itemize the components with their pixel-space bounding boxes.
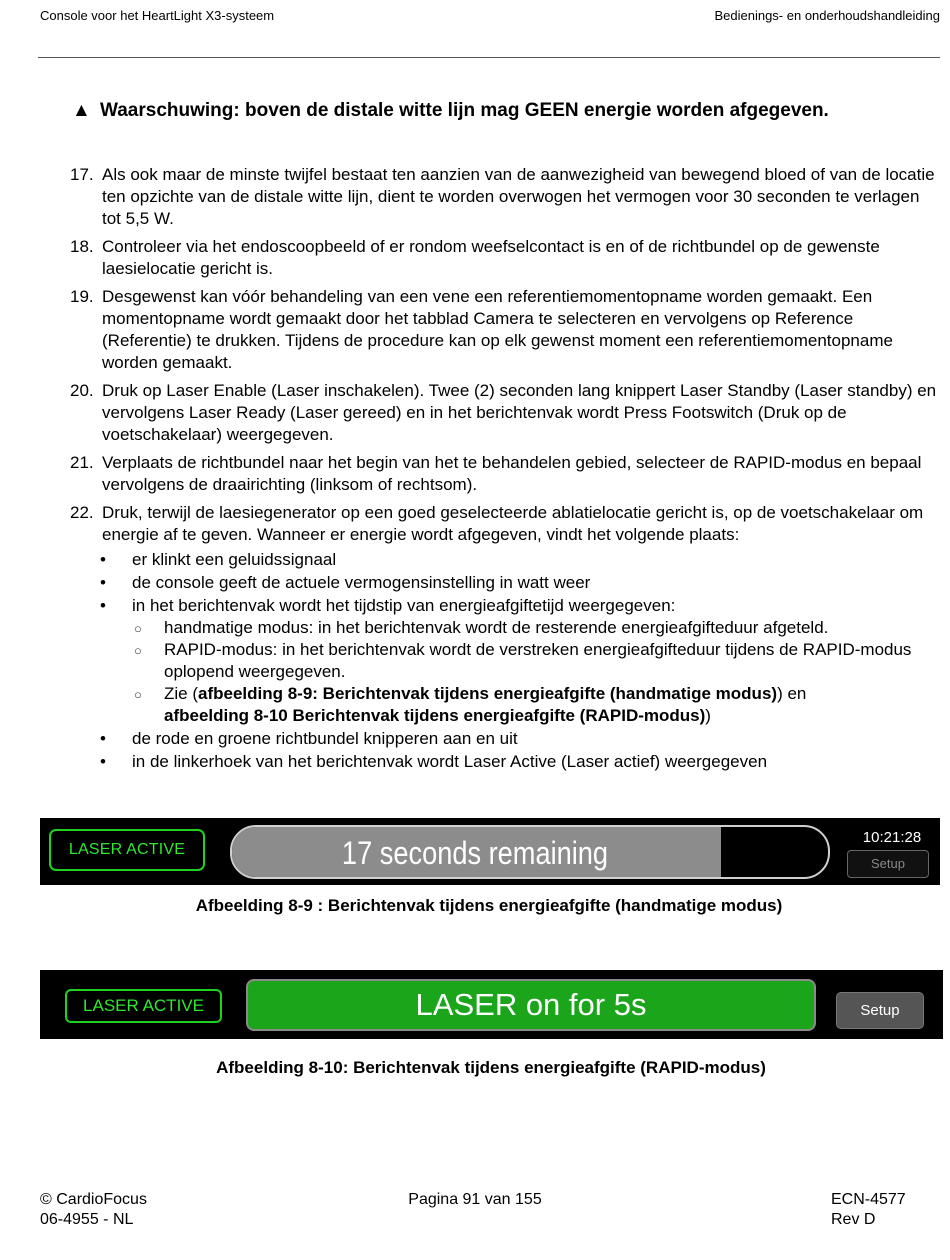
bullet-item: • in het berichtenvak wordt het tijdstip van energieafgiftetijd weergegeven: [100,596,676,615]
step-number: 17. [70,165,94,184]
bullet-item: • er klinkt een geluidssignaal [100,550,337,569]
circle-bullet-icon: ○ [134,687,142,702]
laser-active-indicator: LASER ACTIVE [49,829,205,871]
circle-bullet-icon: ○ [134,643,142,658]
footer-right [831,1190,906,1230]
bullet-icon: • [100,550,106,569]
sub-bullet-item: ○ RAPID-modus: in het berichtenvak wordt de verstreken energieafgifteduur tijdens de RAPID-modus oplopend weergegeven. [134,640,912,681]
step-text: Druk op Laser Enable (Laser inschakelen). Twee (2) seconden lang knippert Laser Standby (Laser standby) en vervolgens Laser Ready (Laser gereed) en in het berichtenvak wordt Press Footswitch (Druk op de voetschakelaar) weergegeven. [102,381,937,444]
bullet-item: • in de linkerhoek van het berichtenvak wordt Laser Active (Laser actief) weergegeven [100,752,768,771]
step-text: Druk, terwijl de laesiegenerator op een goed geselecteerde ablatielocatie gericht is, op de voetschakelaar om energie af te geven. Wanneer er energie wordt afgegeven, vindt het volgende plaats: [102,503,924,544]
circle-bullet-icon: ○ [134,621,142,636]
warning-text: Waarschuwing: boven de distale witte lijn mag GEEN energie worden afgegeven. [100,100,829,121]
bullet-icon: • [100,752,106,771]
figure-caption: Afbeelding 8-10: Berichtenvak tijdens energieafgifte (RAPID-modus) [216,1058,766,1077]
bullet-item: • de console geeft de actuele vermogensinstelling in watt weer [100,573,591,592]
countdown-message-bar [230,825,830,879]
step-22 [70,502,940,773]
warning-heading [72,100,829,122]
clock-display: 10:21:28 [862,829,922,846]
step-text: Als ook maar de minste twijfel bestaat ten aanzien van de aanwezigheid van bewegend bloed of van de locatie ten opzichte van de distale witte lijn, dient te worden overwogen het vermogen voor 30 seconden te verlagen tot 5,5 W. [102,165,935,228]
step-text: Verplaats de richtbundel naar het begin van het te behandelen gebied, selecteer de RAPID-modus en bepaal vervolgens de draairichting (linksom of rechtsom). [102,453,922,494]
step-21 [70,452,940,496]
step-19 [70,286,940,374]
bullet-icon: • [100,573,106,592]
bullet-icon: • [100,729,106,748]
setup-button[interactable]: Setup [847,850,929,878]
figure-reference-link[interactable]: afbeelding 8-10 Berichtenvak tijdens energieafgifte (RAPID-modus) [164,706,706,725]
revision: Rev D [831,1211,876,1228]
document-number: 06-4955 - NL [40,1211,134,1228]
figure-reference-link[interactable]: afbeelding 8-9: Berichtenvak tijdens energieafgifte (handmatige modus) [198,684,778,703]
sub-bullet-item: ○ handmatige modus: in het berichtenvak wordt de resterende energieafgifteduur afgeteld. [70,617,940,639]
header-divider [38,57,940,58]
step-number: 20. [70,381,94,400]
header-document-title: Console voor het HeartLight X3-systeem [40,8,275,23]
ecn-number: ECN-4577 [831,1191,906,1208]
copyright-text: © CardioFocus [40,1191,147,1208]
countdown-message-text: 17 seconds remaining [341,835,609,871]
message-box-rapid-mode [40,970,943,1039]
step-17 [70,164,940,230]
header-manual-title: Bedienings- en onderhoudshandleiding [714,8,940,23]
setup-button[interactable]: Setup [836,992,924,1029]
step-18 [70,236,940,280]
bullet-item: • de rode en groene richtbundel knipperen aan en uit [100,729,518,748]
laser-active-indicator: LASER ACTIVE [65,989,222,1023]
sub-bullet-item: ○ Zie (afbeelding 8-9: Berichtenvak tijdens energieafgifte (handmatige modus)) en afbeelding 8-10 Berichtenvak tijdens energieafgifte (RAPID-modus)) [134,684,807,725]
step-number: 19. [70,287,94,306]
bullet-icon: • [100,596,106,615]
page-number: Pagina 91 van 155 [408,1191,542,1208]
step-number: 21. [70,453,94,472]
figure-caption: Afbeelding 8-9 : Berichtenvak tijdens energieafgifte (handmatige modus) [195,896,783,915]
warning-triangle-icon: ▲ [72,100,91,121]
step-20 [70,380,940,446]
step-text: Desgewenst kan vóór behandeling van een vene een referentiemomentopname worden gemaakt. Een momentopname wordt gemaakt door het tabblad Camera te selecteren en vervolgens op Reference (Referentie) te drukken. Tijdens de procedure kan op elk gewenst moment een referentiemomentopname worden gemaakt. [102,287,893,372]
step-text: Controleer via het endoscoopbeeld of er rondom weefselcontact is en of de richtbundel op de gewenste laesielocatie gericht is. [102,237,880,278]
laser-on-message-bar: LASER on for 5s [246,979,816,1031]
procedure-steps [70,164,940,779]
message-box-manual-mode [40,818,940,885]
step-number: 18. [70,237,94,256]
step-number: 22. [70,503,94,522]
